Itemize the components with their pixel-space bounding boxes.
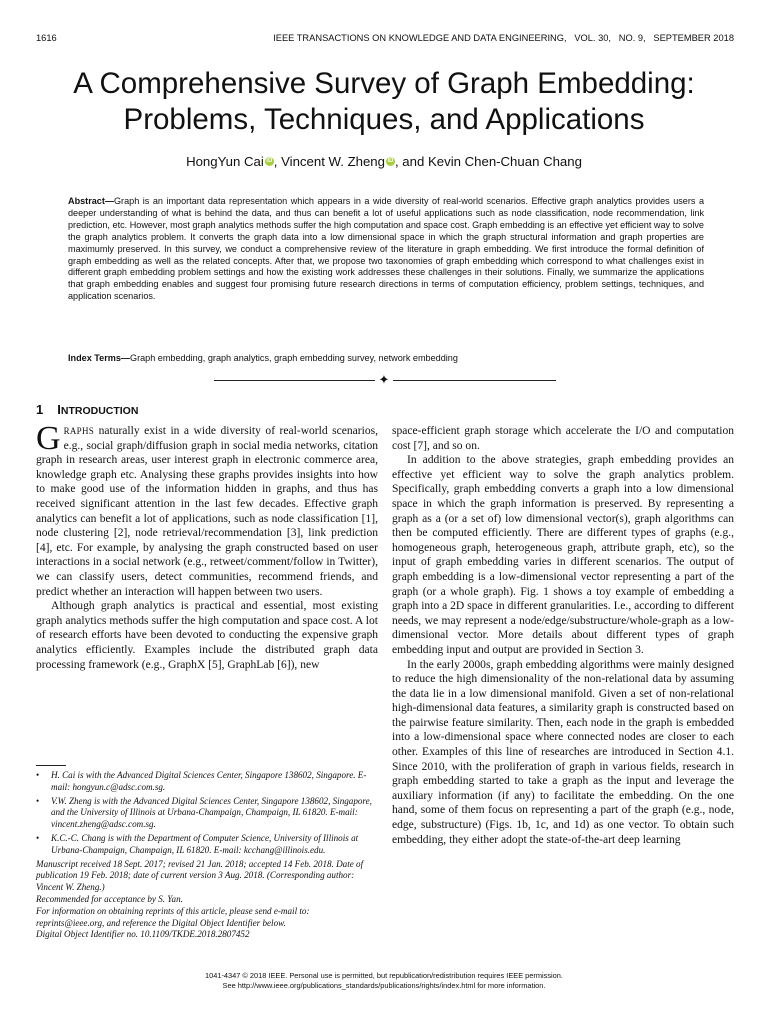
title-line-2: Problems, Techniques, and Applications xyxy=(123,103,645,136)
recommended-by: Recommended for acceptance by S. Yan. xyxy=(36,893,183,904)
page-number: 1616 xyxy=(36,33,57,43)
small-caps-lead: RAPHS xyxy=(63,426,95,436)
rights-link[interactable]: See http://www.ieee.org/publications_standards/publications/rights/index.html for more information. xyxy=(222,980,546,990)
copyright-line: 1041-4347 © 2018 IEEE. Personal use is permitted, but republication/redistribution requires IEEE permission. xyxy=(205,971,563,980)
left-column xyxy=(36,420,378,672)
author-list xyxy=(24,154,744,169)
orcid-icon[interactable]: iD xyxy=(266,158,273,164)
paper-title xyxy=(24,66,744,138)
journal-info: IEEE TRANSACTIONS ON KNOWLEDGE AND DATA ENGINEERING, VOL. 30, NO. 9, SEPTEMBER 2018 xyxy=(273,33,734,43)
index-terms xyxy=(68,352,704,364)
title-line-1: A Comprehensive Survey of Graph Embedding: xyxy=(73,67,695,100)
affiliation-list xyxy=(36,770,378,857)
index-terms-label: Index Terms— xyxy=(68,353,130,363)
affiliation-item: • H. Cai is with the Advanced Digital Sciences Center, Singapore 138602, Singapore. E-mail: hongyun.c@adsc.com.sg. xyxy=(36,770,378,794)
paragraph-text: naturally exist in a wide diversity of real-world scenarios, e.g., social graph/diffusion graph in social media networks, citation graph in research areas, user interest graph in electronic commerce area, knowledge graph etc. Analysing these graphs provides insights into how to make good use of the information hidden in graphs, and thus has received significant attention in the last few decades. Effective graph analytics can benefit a lot of applications, such as node classification [1], node clustering [2], node retrieval/recommendation [3], link prediction [4], etc. For example, by analysing the graph constructed based on user interactions in a social network (e.g., retweet/comment/follow in Twitter), we can classify users, detect communities, recommend friends, and predict whether an interaction will happen between two users. xyxy=(36,425,378,598)
reprints-info: For information on obtaining reprints of this article, please send e-mail to: reprints@ieee.org, and reference the Digital Object Identifier below. xyxy=(36,905,310,928)
copyright-notice xyxy=(0,971,768,990)
affiliation-item: • V.W. Zheng is with the Advanced Digital Sciences Center, Singapore 138602, Singapore, and the University of Illinois at Urbana-Champaign, Champaign, IL 61820. E-mail: vincent.zheng@adsc.com.sg. xyxy=(36,796,378,831)
footnote-rule xyxy=(36,765,66,766)
affiliation-item: • K.C.-C. Chang is with the Department of Computer Science, University of Illinois at Urbana-Champaign, Champaign, IL 61820. E-mail: kcchang@illinois.edu. xyxy=(36,833,378,857)
section-title-initial: I xyxy=(57,402,61,417)
paragraph xyxy=(36,420,378,599)
footnotes xyxy=(36,770,378,941)
author-name: Kevin Chen-Chuan Chang xyxy=(427,154,582,169)
publication-notes xyxy=(36,859,378,942)
index-terms-text: Graph embedding, graph analytics, graph embedding survey, network embedding xyxy=(130,353,458,363)
author-name: Vincent W. Zheng xyxy=(281,154,385,169)
manuscript-dates: Manuscript received 18 Sept. 2017; revised 21 Jan. 2018; accepted 14 Feb. 2018. Date of publication 19 Feb. 2018; date of current version 3 Aug. 2018. (Corresponding author: Vincent W. Zheng.) xyxy=(36,858,364,893)
abstract xyxy=(68,196,704,303)
section-heading xyxy=(36,402,138,417)
author-separator: , and xyxy=(394,154,428,169)
author-separator: , xyxy=(273,154,282,169)
author-name: HongYun Cai xyxy=(186,154,264,169)
section-title-rest: NTRODUCTION xyxy=(60,405,139,417)
abstract-label: Abstract— xyxy=(68,196,114,206)
abstract-text: Graph is an important data representation which appears in a wide diversity of real-world scenarios. Effective graph analytics provides users a deeper understanding of what is behind the data, and thus can benefit a lot of useful applications such as node classification, node recommendation, link prediction, etc. However, most graph analytics methods suffer the high computation and space cost. Graph embedding is an effective yet efficient way to solve the graph analytics problem. It converts the graph data into a low dimensional space in which the graph structural information and graph properties are maximumly preserved. In this survey, we conduct a comprehensive review of the literature in graph embedding. We first introduce the formal definition of graph embedding as well as the related concepts. After that, we propose two taxonomies of graph embedding which correspond to what challenges exist in different graph embedding problem settings and how the existing work addresses these challenges in their solutions. Finally, we summarize the applications that graph embedding enables and suggest four promising future research directions in terms of computation efficiency, problem settings, techniques, and application scenarios. xyxy=(68,196,704,302)
right-column xyxy=(392,424,734,847)
running-head xyxy=(36,33,734,47)
paragraph: space-efficient graph storage which accelerate the I/O and computation cost [7], and so on. xyxy=(392,425,734,452)
paragraph: In the early 2000s, graph embedding algorithms were mainly designed to reduce the high dimensionality of the non-relational data by assuming the data lie in a low dimensional manifold. Given a set of non-relational high-dimensional data features, a similarity graph is constructed based on the pairwise feature similarity. Then, each node in the graph is embedded into a low-dimensional space where connected nodes are closer to each other. Examples of this line of researches are introduced in Section 4.1. Since 2010, with the proliferation of graph in various fields, research in graph embedding started to take a graph as the input and leverage the auxiliary information (if any) to facilitate the embedding. On the one hand, some of them focus on representing a part of the graph (e.g., node, edge, substructure) (Figs. 1b, 1c, and 1d) as one vector. To obtain such embedding, they either adopt the state-of-the-art deep learning xyxy=(392,658,734,846)
paragraph: Although graph analytics is practical and essential, most existing graph analytics methods suffer the high computation and space cost. A lot of research efforts have been devoted to conducting the expensive graph analytics efficiently. Examples include the distributed graph data processing framework (e.g., GraphX [5], GraphLab [6]), new xyxy=(36,600,378,671)
drop-cap: G xyxy=(36,420,61,457)
paragraph: In addition to the above strategies, graph embedding provides an effective yet efficient way to solve the graph analytics problem. Specifically, graph embedding converts a graph into a low dimensional space in which the graph information is preserved. By representing a graph as a (or a set of) low dimensional vector(s), graph algorithms can then be computed efficiently. There are different types of graphs (e.g., homogeneous graph, heterogeneous graph, attribute graph, etc), so the input of graph embedding varies in different scenarios. The output of graph embedding is a low-dimensional vector representing a part of the graph (or a whole graph). Fig. 1 shows a toy example of embedding a graph into a 2D space in different granularities. I.e., according to different needs, we may represent a node/edge/substructure/whole-graph as a low-dimensional vector. More details about different types of graph embedding input and output are provided in Section 3. xyxy=(392,454,734,656)
divider-star-icon: ✦ xyxy=(375,371,393,389)
doi: Digital Object Identifier no. 10.1109/TKDE.2018.2807452 xyxy=(36,929,250,940)
orcid-icon[interactable]: iD xyxy=(387,158,394,164)
section-number: 1 xyxy=(36,402,44,417)
